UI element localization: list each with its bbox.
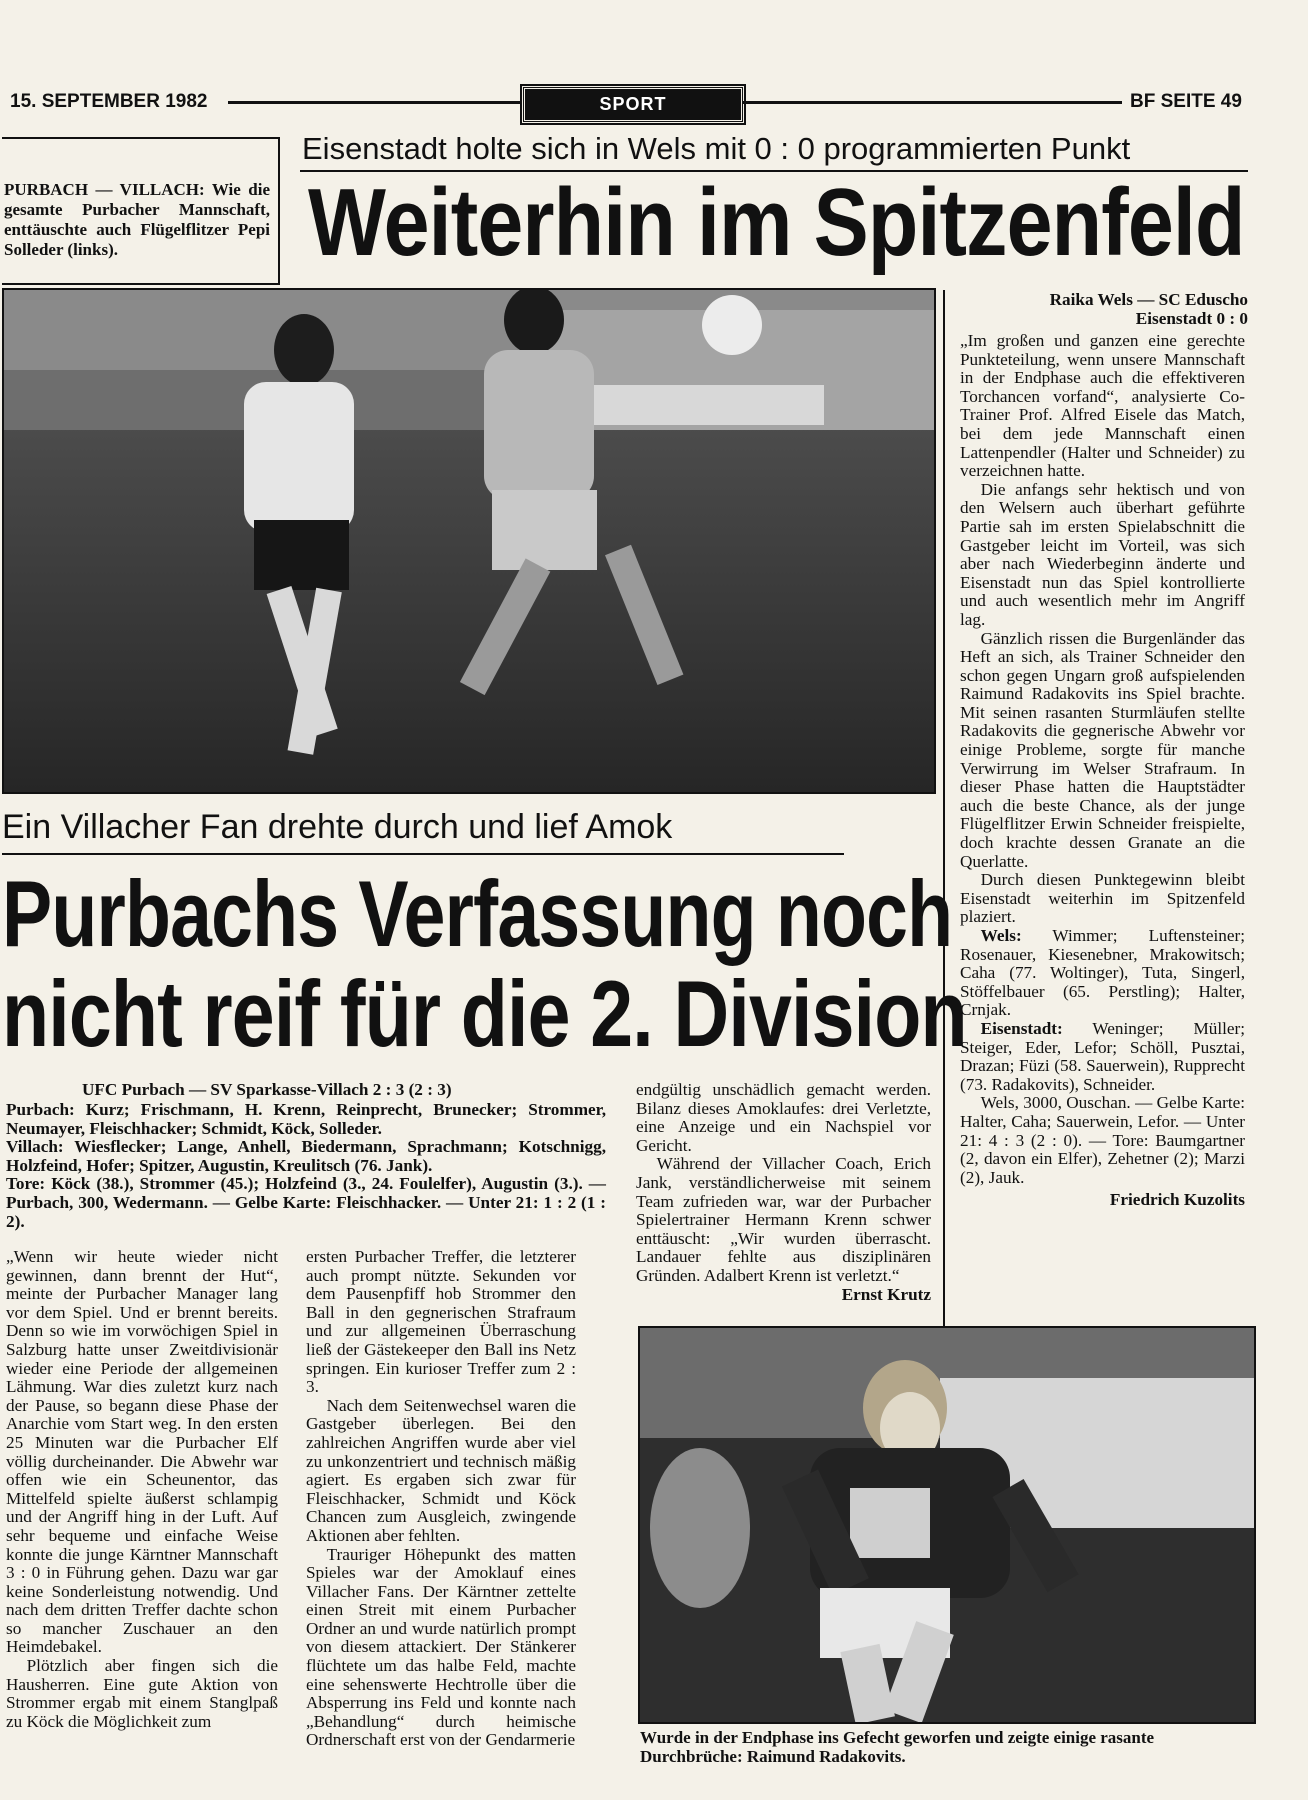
story2-paragraph: endgültig unschädlich gemacht werden. Bilanz dieses Amoklaufes: drei Verletzte, eine Anzeige und ein Nachspiel vor Gericht. <box>636 1080 931 1155</box>
photo-radakovits <box>638 1326 1256 1724</box>
roster-eisenstadt: Weninger; Müller; Steiger, Eder, Lefor; Schöll, Pusztai, Drazan; Füzi (58. Sauerwein), Rupprecht (73. Radakovits), Schneider. <box>960 1018 1245 1094</box>
story1-roster-eisenstadt <box>960 1020 1245 1094</box>
story2-roster-purbach: Purbach: Kurz; Frischmann, H. Krenn, Reinprecht, Brunecker; Strommer, Neumayer, Fleischhacker; Schmidt, Köck, Solleder. <box>6 1100 606 1138</box>
story2-kicker: Ein Villacher Fan drehte durch und lief Amok <box>2 808 673 846</box>
story1-paragraph: „Im großen und ganzen eine gerechte Punkteteilung, wenn unsere Mannschaft in der Endphase auch die effektiveren Torchancen vorfand“, analysierte Co-Trainer Prof. Alfred Eisele das Match, bei dem jede Mannschaft einen Lattenpendler (Halter und Schneider) zu verzeichnen hatte. <box>960 331 1245 481</box>
story2-paragraph: Während der Villacher Coach, Erich Jank, verständlicherweise mit seinem Team zufrieden war, war der Purbacher Spielertrainer Hermann Krenn schwer enttäuscht: „Wir wurden überrascht. Landauer fehlte aus disziplinären Gründen. Adalbert Krenn ist verletzt.“ <box>636 1154 931 1285</box>
caption-bottom: Wurde in der Endphase ins Gefecht geworfen und zeigte einige rasante Durchbrüche: Raimund Radakovits. <box>640 1728 1155 1766</box>
story2-paragraph: Nach dem Seitenwechsel waren die Gastgeber überlegen. Bei den zahlreichen Angriffen wurde aber viel zu unkonzentriert und technisch mäßig agiert. Es ergaben sich zwar für Fleischhacker, Schmidt und Köck Chancen zum Ausgleich, zwingende Aktionen aber fehlten. <box>306 1395 576 1545</box>
story1-paragraph: Die anfangs sehr hektisch und von den Welsern auch überhart geführte Partie sah im ersten Spielabschnitt die Gastgeber leicht im Vorteil, was sich aber nach Wiederbeginn änderte und Eisenstadt nun das Spiel kontrollierte und auch wesentlich mehr im Angriff lag. <box>960 479 1245 629</box>
roster-wels: Wimmer; Luftensteiner; Rosenauer, Kiesenebner, Mrakowitsch; Caha (77. Woltinger), Tuta, Singerl, Stöffelbauer (65. Perstling); Halter, Crnjak. <box>960 926 1245 1020</box>
story2-headline-line1: Purbachs Verfassung noch <box>2 861 953 966</box>
story2-roster-villach: Villach: Wiesflecker; Lange, Anhell, Biedermann, Sprachmann; Kotschnigg, Holzfeind, Hofer; Spitzer, Augustin, Kreulitsch (76. Jank). <box>6 1137 606 1175</box>
story1-author: Friedrich Kuzolits <box>1109 1190 1245 1210</box>
story2-paragraph: Trauriger Höhepunkt des matten Spieles war der Amoklauf eines Villacher Fans. Der Kärntner zettelte einen Streit mit einem Purbacher Ordner an und wurde natürlich prompt von diesem attackiert. Der Stänkerer flüchtete um das halbe Feld, machte eine sehenswerte Hechtrolle über die Absperrung ins Feld und konnte nach „Behandlung“ durch heimische Ordnerschaft erst von der Gendarmerie <box>306 1544 576 1750</box>
caption-top: PURBACH — VILLACH: Wie die gesamte Purbacher Mannschaft, enttäuschte auch Flügelflitzer Pepi Solleder (links). <box>4 180 270 259</box>
header-rule-right <box>742 101 1122 104</box>
header-rule-left <box>228 101 522 104</box>
story2-roster-tore: Tore: Köck (38.), Strommer (45.); Holzfeind (3., 24. Foulelfer), Augustin (3.). — Purbach, 300, Wedermann. — Gelbe Karte: Fleischhacker. — Unter 21: 1 : 2 (1 : 2). <box>6 1174 606 1231</box>
roster-eisenstadt-label: Eisenstadt: <box>980 1018 1063 1038</box>
story1-match-line <box>958 290 1248 328</box>
story1-body <box>960 332 1245 1210</box>
story1-stats: Wels, 3000, Ouschan. — Gelbe Karte: Halter, Caha; Sauerwein, Lefor. — Unter 21: 4 : 3 (2 : 0). — Tore: Baumgartner (2, davon ein Elfer), Zehetner (2); Marzi (2), Jauk. <box>960 1093 1245 1187</box>
roster-wels-label: Wels: <box>980 926 1022 945</box>
story1-match-score: Eisenstadt 0 : 0 <box>1135 309 1248 328</box>
story2-column-1 <box>6 1248 278 1731</box>
story2-author: Ernst Krutz <box>841 1284 931 1304</box>
story1-headline: Weiterhin im Spitzenfeld <box>308 169 1245 276</box>
story2-paragraph: Plötzlich aber fingen sich die Hausherren. Eine gute Aktion von Strommer ergab mit einem Stanglpaß zu Köck die Möglichkeit zum <box>6 1656 278 1731</box>
story2-roster <box>6 1101 606 1231</box>
header-page: BF SEITE 49 <box>1130 91 1242 112</box>
story2-column-2 <box>306 1248 576 1750</box>
story1-roster-wels <box>960 927 1245 1020</box>
story1-paragraph: Durch diesen Punktegewinn bleibt Eisenstadt weiterhin im Spitzenfeld plaziert. <box>960 870 1245 927</box>
header-date: 15. SEPTEMBER 1982 <box>10 91 208 112</box>
story1-kicker: Eisenstadt holte sich in Wels mit 0 : 0 programmierten Punkt <box>302 131 1131 166</box>
story1-paragraph: Gänzlich rissen die Burgenländer das Heft an sich, als Trainer Schneider den schon gegen Ungarn groß aufspielenden Raimund Radakovits ins Spiel brachte. Mit seinen rasanten Sturmläufen stellte Radakovits die gegnerische Abwehr vor einige Probleme, sorgte für manche Verwirrung im Welser Strafraum. In dieser Phase hatten die Hauptstädter auch die beste Chance, als der junge Flügelflitzer Erwin Schneider freispielte, doch krachte dessen Granate an die Querlatte. <box>960 628 1245 871</box>
story2-column-3 <box>636 1081 931 1304</box>
story1-match-teams: Raika Wels — SC Eduscho <box>1049 290 1248 309</box>
story2-match: UFC Purbach — SV Sparkasse-Villach 2 : 3 (2 : 3) <box>82 1080 452 1099</box>
section-label: SPORT <box>599 94 667 114</box>
story2-paragraph: ersten Purbacher Treffer, die letzterer auch prompt nützte. Sekunden vor dem Pausenpfiff hob Strommer den Ball in den gegnerischen Strafraum und zur allgemeinen Überraschung ließ der Gästekeeper den Ball ins Netz springen. Ein kurioser Treffer zum 2 : 3. <box>306 1247 576 1397</box>
match-photo-purbach-villach <box>2 288 936 794</box>
story2-kicker-rule <box>2 853 844 855</box>
right-column-divider <box>943 290 945 1335</box>
story2-paragraph: „Wenn wir heute wieder nicht gewinnen, dann brennt der Hut“, meinte der Purbacher Manager lang vor dem Spiel. Und er brennt bereits. Denn so wie im vorwöchigen Spiel in Salzburg hatte unser Zweitdivisionär wieder eine Periode der allgemeinen Lähmung. War dies zuletzt kurz nach der Pause, so begann diese Phase der Anarchie vom Start weg. In den ersten 25 Minuten war die Purbacher Elf völlig durcheinander. Die Abwehr war offen wie ein Scheunentor, das Mittelfeld spielte äußerst schlampig und der Angriff hing in der Luft. Auf sehr bequeme und einfache Weise konnte die junge Kärntner Mannschaft 3 : 0 in Führung gehen. Dazu war gar keine Sonderleistung notwendig. Und nach dem dritten Treffer dachte schon so mancher Zuschauer an den Heimdebakel. <box>6 1247 278 1657</box>
story2-headline-line2: nicht reif für die 2. Division <box>2 961 967 1066</box>
section-badge <box>522 86 744 123</box>
